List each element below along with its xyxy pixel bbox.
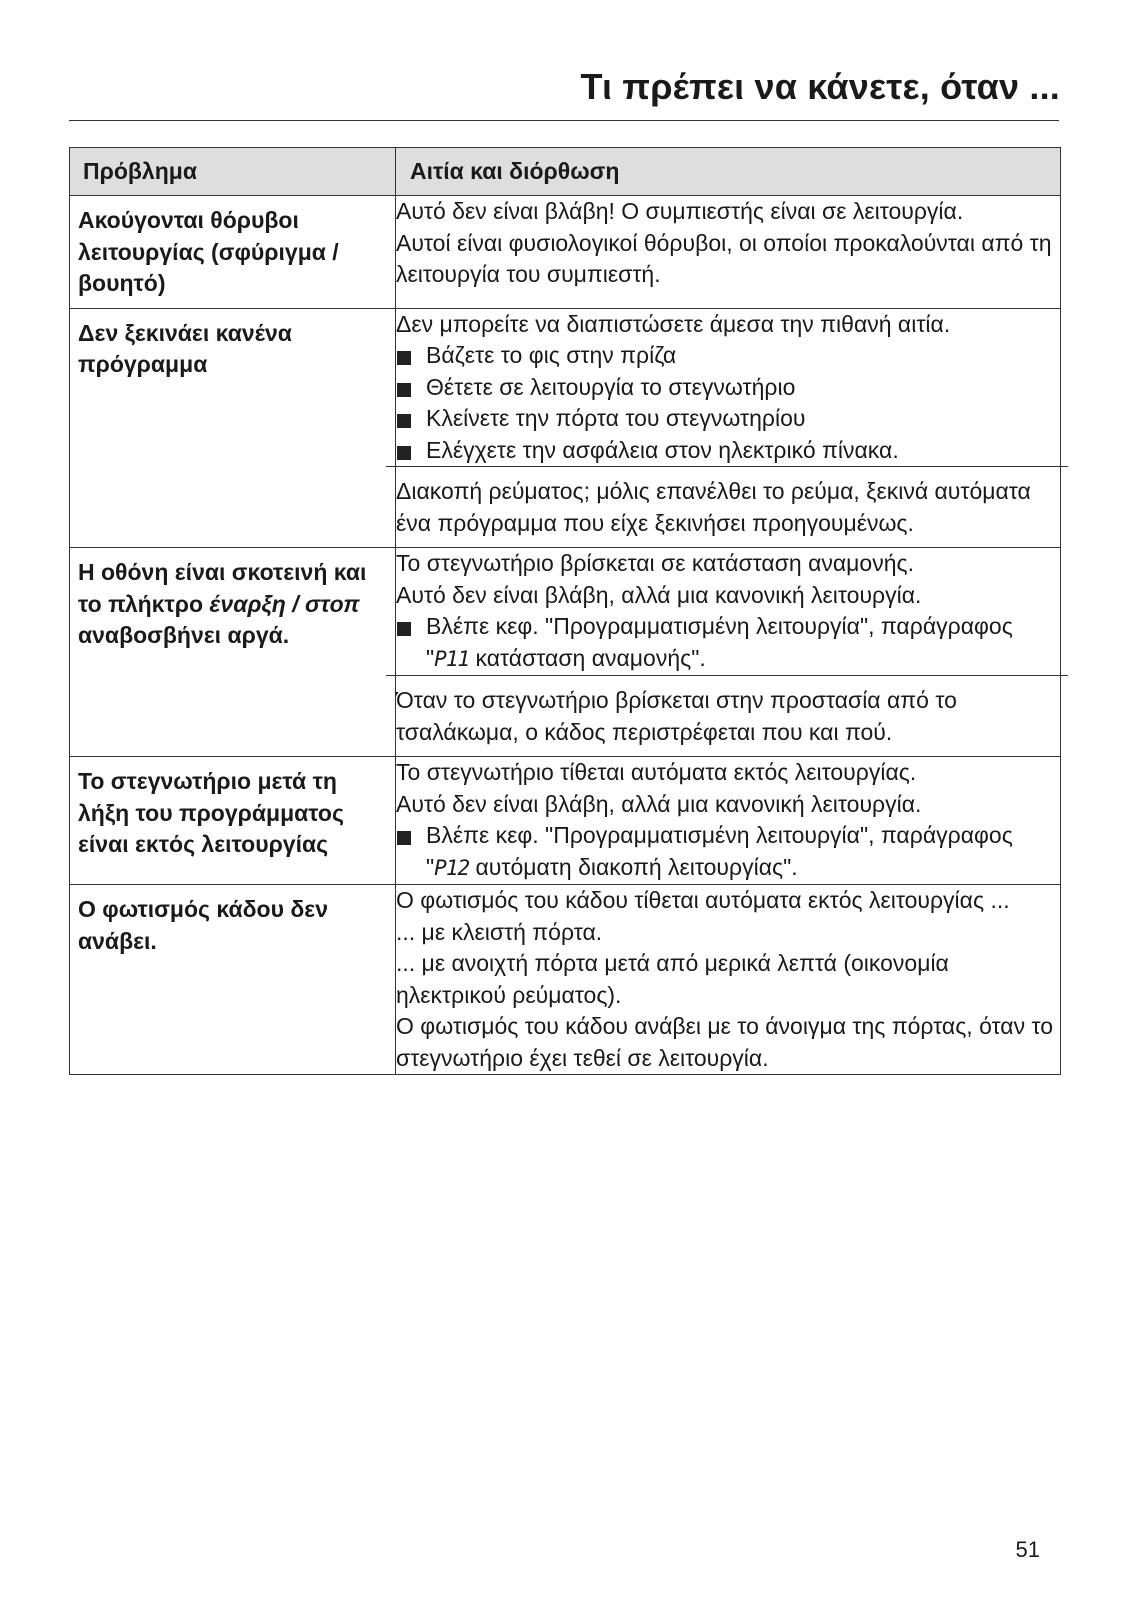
problem-text: αναβοσβήνει αργά. (78, 622, 290, 648)
cause-text: Αυτοί είναι φυσιολογικοί θόρυβοι, οι οποίοι προκαλούνται από τη λειτουργία του συμπιεστή. (396, 229, 1052, 287)
cause-text: Αυτό δεν είναι βλάβη, αλλά μια κανονική λειτουργία. (396, 790, 922, 817)
reference-text: Βλέπε κεφ. "Προγραμματισμένη λειτουργία", παράγραφος " (426, 822, 1013, 880)
cause-text: Διακοπή ρεύματος; μόλις επανέλθει το ρεύμα, ξεκινά αυτόματα ένα πρόγραμμα που είχε ξεκινήσει προηγουμένως. (396, 478, 1031, 536)
column-header-cause: Αιτία και διόρθωση (396, 148, 1061, 196)
cause-text: Δεν μπορείτε να διαπιστώσετε άμεσα την πιθανή αιτία. (396, 310, 951, 337)
problem-cell: Το στεγνωτήριο μετά τη λήξη του προγράμματος είναι εκτός λειτουργίας (70, 757, 396, 885)
cause-text: Το στεγνωτήριο τίθεται αυτόματα εκτός λειτουργίας. (396, 759, 917, 785)
problem-cell: Δεν ξεκινάει κανένα πρόγραμμα (70, 308, 396, 548)
checklist (396, 340, 1060, 466)
cause-text: Όταν το στεγνωτήριο βρίσκεται στην προστασία από το τσαλάκωμα, ο κάδος περιστρέφεται που και πού. (396, 687, 957, 745)
table-row (70, 548, 1061, 757)
table-row (70, 196, 1061, 309)
table-row (70, 885, 1061, 1075)
problem-cell: Ακούγονται θόρυβοι λειτουργίας (σφύριγμα / βουητό) (70, 196, 396, 309)
list-item (396, 820, 1060, 884)
list-item: Ελέγχετε την ασφάλεια στον ηλεκτρικό πίνακα. (396, 435, 1060, 467)
display-code: P12 (434, 855, 470, 880)
cause-text: Το στεγνωτήριο βρίσκεται σε κατάσταση αναμονής. (396, 550, 914, 576)
button-name-start-stop: έναρξη / στοπ (209, 590, 360, 617)
checklist (396, 820, 1060, 884)
title-divider (69, 120, 1059, 121)
table-header-row (70, 148, 1061, 196)
reference-text: κατάσταση αναμονής". (469, 644, 706, 671)
reference-text: Βλέπε κεφ. "Προγραμματισμένη λειτουργία", παράγραφος " (426, 613, 1013, 671)
list-item: Βάζετε το φις στην πρίζα (396, 340, 1060, 372)
cause-text: ... με κλειστή πόρτα. (396, 918, 603, 945)
column-header-problem: Πρόβλημα (70, 148, 396, 196)
problem-text: Η οθόνη είναι σκοτεινή και το πλήκτρο (78, 559, 367, 617)
page-number: 51 (1015, 1537, 1040, 1562)
cause-cell (396, 548, 1061, 757)
cause-block (396, 309, 1060, 467)
cause-text: ... με ανοιχτή πόρτα μετά από μερικά λεπτά (οικονομία ηλεκτρικού ρεύματος). (396, 950, 949, 1008)
list-item: Θέτετε σε λειτουργία το στεγνωτήριο (396, 372, 1060, 404)
troubleshooting-table (69, 147, 1061, 1075)
cause-block (386, 466, 1068, 547)
cause-cell (396, 196, 1061, 309)
display-code: P11 (434, 646, 470, 671)
list-item (396, 611, 1060, 675)
cause-text: Αυτό δεν είναι βλάβη, αλλά μια κανονική λειτουργία. (396, 581, 922, 608)
cause-block (396, 548, 1060, 675)
table-row (70, 308, 1061, 548)
table-row (70, 757, 1061, 885)
problem-cell (70, 548, 396, 757)
cause-text: Ο φωτισμός του κάδου ανάβει με το άνοιγμα της πόρτας, όταν το στεγνωτήριο έχει τεθεί σε λειτουργία. (396, 1013, 1054, 1071)
problem-cell: Ο φωτισμός κάδου δεν ανάβει. (70, 885, 396, 1075)
cause-text: Αυτό δεν είναι βλάβη! Ο συμπιεστής είναι σε λειτουργία. (396, 198, 964, 224)
cause-block (386, 675, 1068, 756)
page-title: Τι πρέπει να κάνετε, όταν ... (580, 66, 1060, 107)
checklist (396, 611, 1060, 675)
cause-cell (396, 757, 1061, 885)
cause-cell (396, 885, 1061, 1075)
cause-cell (396, 308, 1061, 548)
reference-text: αυτόματη διακοπή λειτουργίας". (469, 853, 798, 880)
list-item: Κλείνετε την πόρτα του στεγνωτηρίου (396, 403, 1060, 435)
cause-text: Ο φωτισμός του κάδου τίθεται αυτόματα εκτός λειτουργίας ... (396, 887, 1010, 913)
